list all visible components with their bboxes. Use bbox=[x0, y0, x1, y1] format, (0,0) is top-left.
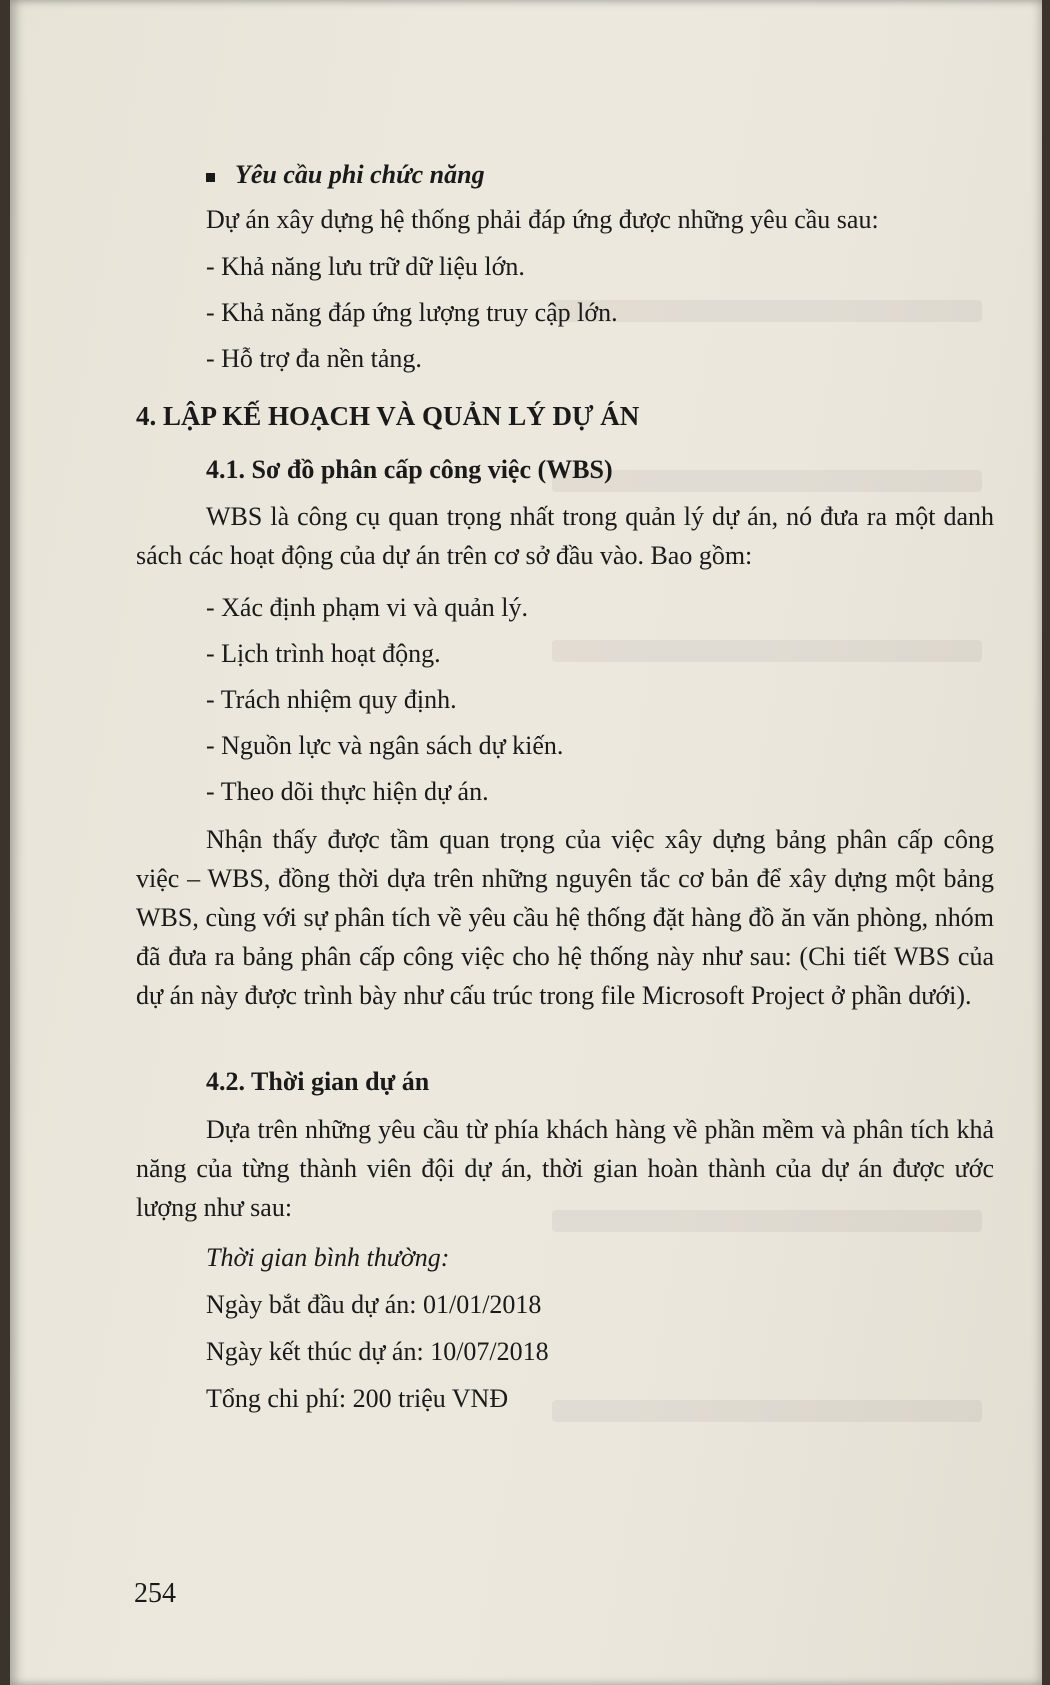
list-item: - Hỗ trợ đa nền tảng. bbox=[206, 344, 422, 373]
page-number: 254 bbox=[134, 1578, 176, 1609]
intro-lead: Dự án xây dựng hệ thống phải đáp ứng được những yêu cầu sau: bbox=[206, 205, 879, 234]
normal-time-label: Thời gian bình thường: bbox=[206, 1243, 450, 1272]
end-date: Ngày kết thúc dự án: 10/07/2018 bbox=[206, 1337, 549, 1366]
list-item: - Lịch trình hoạt động. bbox=[206, 639, 441, 668]
bleed-through-shadow bbox=[552, 470, 982, 492]
list-item: - Trách nhiệm quy định. bbox=[206, 685, 457, 714]
section-4-title: 4. LẬP KẾ HOẠCH VÀ QUẢN LÝ DỰ ÁN bbox=[136, 401, 640, 431]
bullet-heading-text: Yêu cầu phi chức năng bbox=[235, 160, 485, 189]
bleed-through-shadow bbox=[552, 640, 982, 662]
section-4-2-title: 4.2. Thời gian dự án bbox=[206, 1067, 430, 1096]
total-cost: Tổng chi phí: 200 triệu VNĐ bbox=[206, 1384, 509, 1413]
bleed-through-shadow bbox=[552, 1400, 982, 1422]
wbs-intro-paragraph: WBS là công cụ quan trọng nhất trong quản lý dự án, nó đưa ra một danh sách các hoạt động của dự án trên cơ sở đầu vào. Bao gồm: bbox=[136, 502, 994, 570]
start-date: Ngày bắt đầu dự án: 01/01/2018 bbox=[206, 1290, 542, 1319]
requirements-list bbox=[206, 244, 618, 382]
wbs-detail-paragraph: Nhận thấy được tầm quan trọng của việc xây dựng bảng phân cấp công việc – WBS, đồng thời dựa trên những nguyên tắc cơ bản để xây dựng một bảng WBS, cùng với sự phân tích về yêu cầu hệ thống đặt hàng đồ ăn văn phòng, nhóm đã đưa ra bảng phân cấp công việc cho hệ thống này như sau: (Chi tiết WBS của dự án này được trình bày như cấu trúc trong file Microsoft Project ở phần dưới). bbox=[136, 825, 994, 1010]
list-item: - Xác định phạm vi và quản lý. bbox=[206, 593, 529, 622]
bullet-heading bbox=[206, 155, 485, 195]
timeline-paragraph: Dựa trên những yêu cầu từ phía khách hàng về phần mềm và phân tích khả năng của từng thành viên đội dự án, thời gian hoàn thành của dự án được ước lượng như sau: bbox=[136, 1115, 994, 1222]
section-4-1-title: 4.1. Sơ đồ phân cấp công việc (WBS) bbox=[206, 455, 613, 484]
wbs-list bbox=[206, 585, 563, 815]
book-page bbox=[10, 0, 1042, 1685]
square-bullet-icon bbox=[206, 173, 215, 182]
list-item: - Theo dõi thực hiện dự án. bbox=[206, 777, 489, 806]
list-item: - Khả năng đáp ứng lượng truy cập lớn. bbox=[206, 298, 618, 327]
list-item: - Nguồn lực và ngân sách dự kiến. bbox=[206, 731, 564, 760]
list-item: - Khả năng lưu trữ dữ liệu lớn. bbox=[206, 252, 525, 281]
